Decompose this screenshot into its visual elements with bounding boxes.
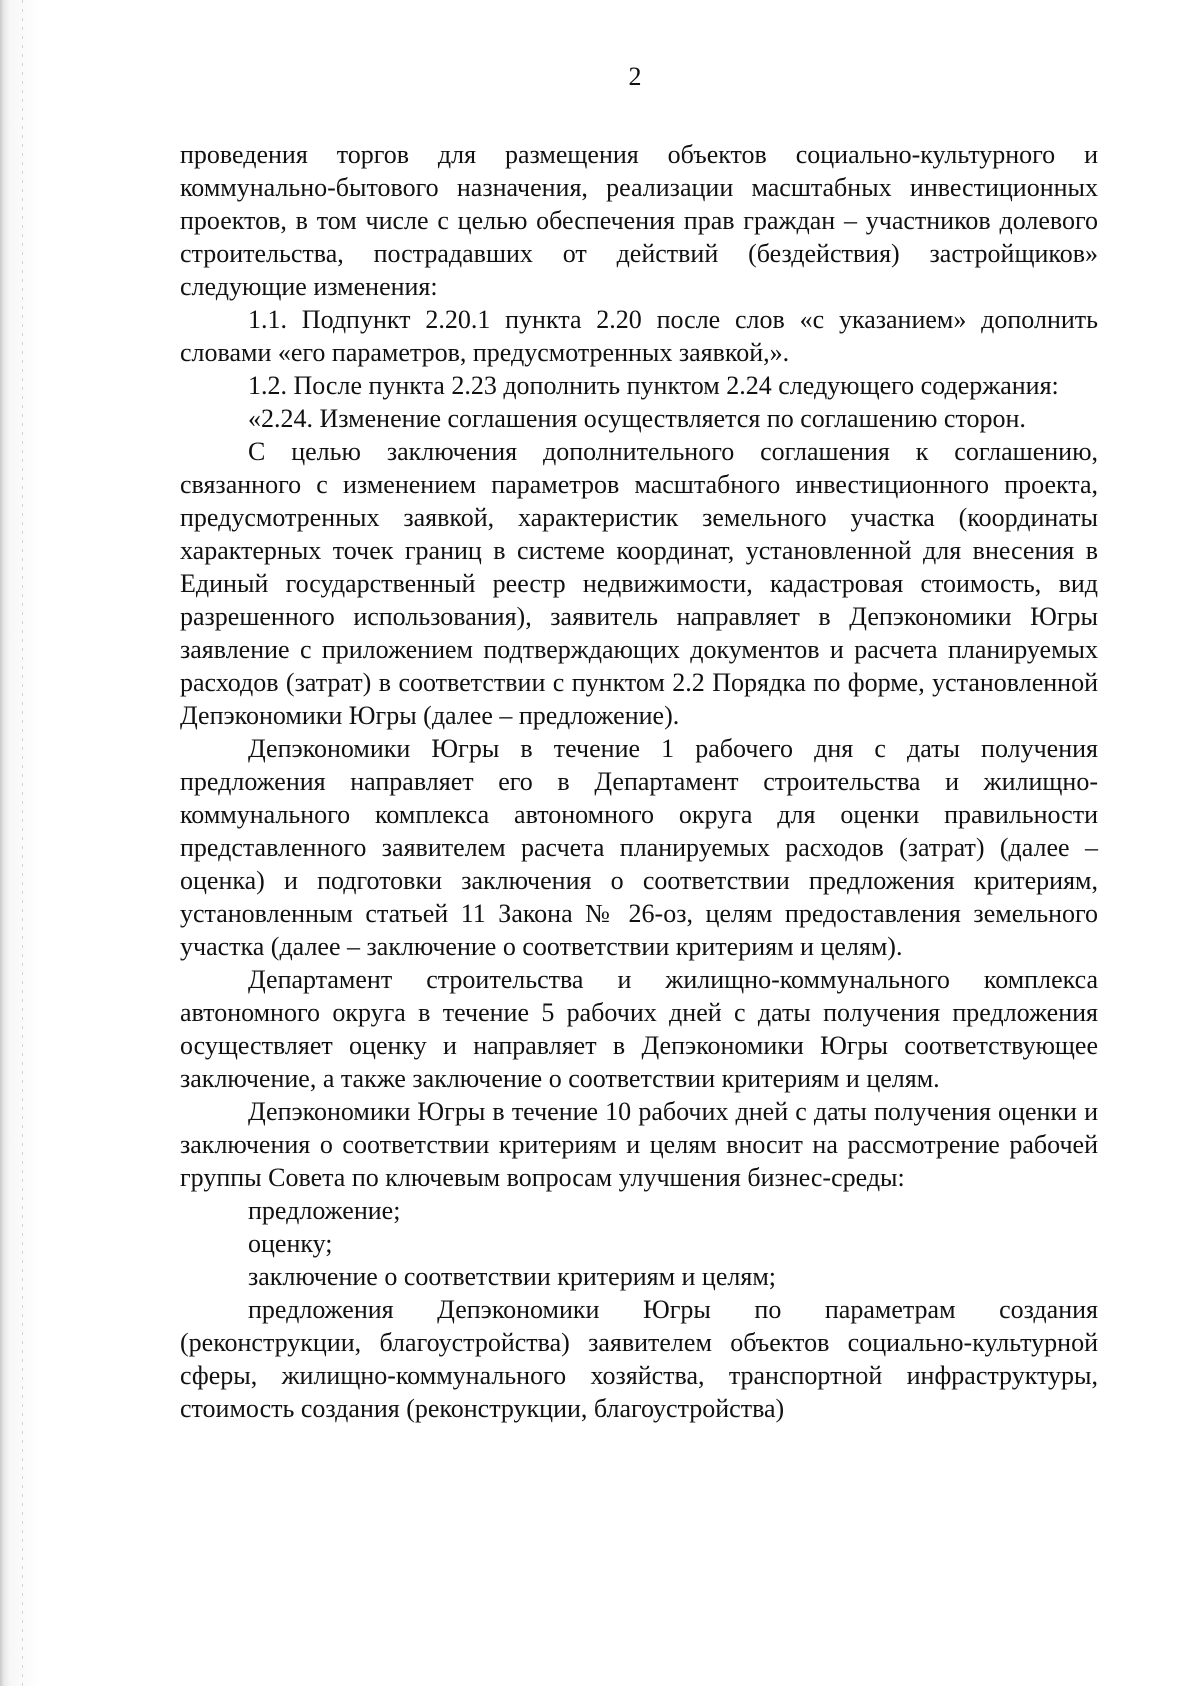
document-body <box>180 138 1098 1425</box>
paragraph: предложения Депэкономики Югры по параметрам создания (реконструкции, благоустройства) заявителем объектов социально-культурной сферы, жилищно-коммунального хозяйства, транспортной инфраструктуры, стоимость создания (реконструкции, благоустройства) <box>180 1295 1098 1423</box>
paragraph: 1.1. Подпункт 2.20.1 пункта 2.20 после слов «с указанием» дополнить словами «его параметров, предусмотренных заявкой,». <box>180 305 1098 367</box>
paragraph: 1.2. После пункта 2.23 дополнить пунктом 2.24 следующего содержания: <box>248 371 1059 400</box>
paragraph: С целью заключения дополнительного соглашения к соглашению, связанного с изменением параметров масштабного инвестиционного проекта, предусмотренных заявкой, характеристик земельного участка (координаты характерных точек границ в системе координат, установленной для внесения в Единый государственный реестр недвижимости, кадастровая стоимость, вид разрешенного использования), заявитель направляет в Депэкономики Югры заявление с приложением подтверждающих документов и расчета планируемых расходов (затрат) в соответствии с пунктом 2.2 Порядка по форме, установленной Депэкономики Югры (далее – предложение). <box>180 437 1098 730</box>
page-number: 2 <box>628 62 642 91</box>
paragraph: проведения торгов для размещения объектов социально-культурного и коммунально-бытового назначения, реализации масштабных инвестиционных проектов, в том числе с целью обеспечения прав граждан – участников долевого строительства, пострадавших от действий (бездействия) застройщиков» следующие изменения: <box>180 140 1098 301</box>
paragraph: Депэкономики Югры в течение 1 рабочего дня с даты получения предложения направляет его в Департамент строительства и жилищно-коммунального комплекса автономного округа для оценки правильности представленного заявителем расчета планируемых расходов (затрат) (далее – оценка) и подготовки заключения о соответствии предложения критериям, установленным статьей 11 Закона № 26-оз, целям предоставления земельного участка (далее – заключение о соответствии критериям и целям). <box>180 734 1098 961</box>
paragraph: «2.24. Изменение соглашения осуществляется по соглашению сторон. <box>248 404 1026 433</box>
list-item: заключение о соответствии критериям и целям; <box>248 1262 776 1291</box>
list-item: оценку; <box>248 1229 333 1258</box>
scan-edge-shadow <box>0 0 40 1686</box>
paragraph: Депэкономики Югры в течение 10 рабочих дней с даты получения оценки и заключения о соответствии критериям и целям вносит на рассмотрение рабочей группы Совета по ключевым вопросам улучшения бизнес-среды: <box>180 1097 1098 1192</box>
list-item: предложение; <box>248 1196 401 1225</box>
paragraph: Департамент строительства и жилищно-коммунального комплекса автономного округа в течение 5 рабочих дней с даты получения предложения осуществляет оценку и направляет в Депэкономики Югры соответствующее заключение, а также заключение о соответствии критериям и целям. <box>180 965 1098 1093</box>
